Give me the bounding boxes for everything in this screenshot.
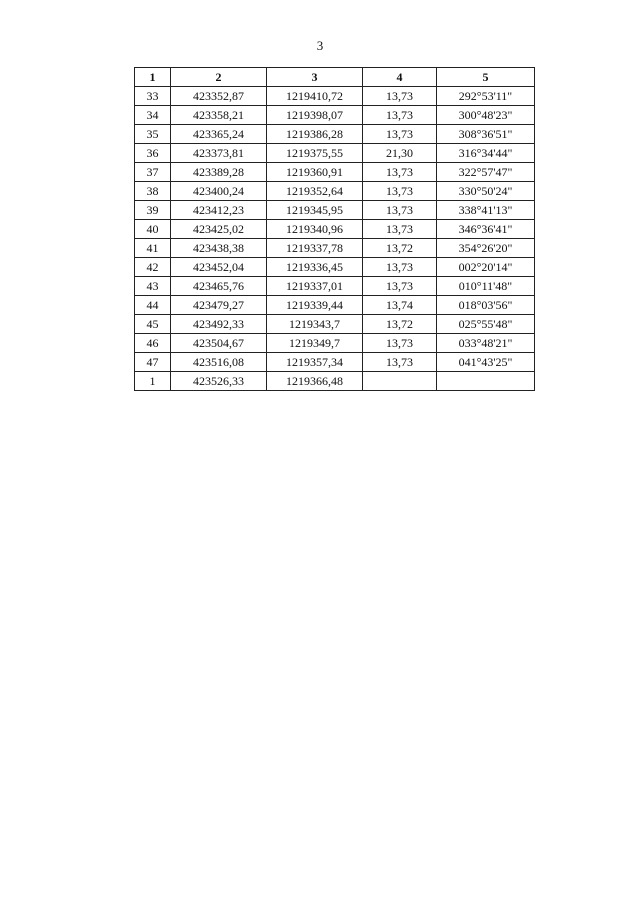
table-cell-col-1: 1 — [135, 372, 171, 391]
table-cell-col-3: 1219352,64 — [267, 182, 363, 201]
table-cell-col-2: 423365,24 — [171, 125, 267, 144]
table-cell-col-4: 13,74 — [363, 296, 437, 315]
table-row — [135, 201, 535, 220]
table-cell-col-5: 292°53'11" — [437, 87, 535, 106]
table-cell-col-2: 423452,04 — [171, 258, 267, 277]
table-cell-col-5: 338°41'13" — [437, 201, 535, 220]
table-cell-col-2: 423438,38 — [171, 239, 267, 258]
table-cell-col-5: 025°55'48" — [437, 315, 535, 334]
table-cell-col-4: 21,30 — [363, 144, 437, 163]
table-cell-col-2: 423465,76 — [171, 277, 267, 296]
table-cell-col-2: 423492,33 — [171, 315, 267, 334]
table-cell-col-4: 13,73 — [363, 182, 437, 201]
table-cell-col-2: 423373,81 — [171, 144, 267, 163]
table-cell-col-5: 354°26'20" — [437, 239, 535, 258]
table-cell-col-1: 43 — [135, 277, 171, 296]
table-cell-col-5: 018°03'56" — [437, 296, 535, 315]
table-cell-col-3: 1219366,48 — [267, 372, 363, 391]
table-cell-col-3: 1219398,07 — [267, 106, 363, 125]
coordinates-table — [134, 67, 535, 391]
table-cell-col-3: 1219337,01 — [267, 277, 363, 296]
table-row — [135, 372, 535, 391]
table-cell-col-1: 38 — [135, 182, 171, 201]
table-cell-col-4: 13,73 — [363, 125, 437, 144]
table-cell-col-3: 1219360,91 — [267, 163, 363, 182]
table-cell-col-3: 1219349,7 — [267, 334, 363, 353]
table-cell-col-5: 041°43'25" — [437, 353, 535, 372]
table-row — [135, 182, 535, 201]
table-cell-col-5: 308°36'51" — [437, 125, 535, 144]
table-cell-col-1: 47 — [135, 353, 171, 372]
table-cell-col-1: 44 — [135, 296, 171, 315]
column-header-1: 1 — [135, 68, 171, 87]
table-cell-col-1: 45 — [135, 315, 171, 334]
table-cell-col-1: 33 — [135, 87, 171, 106]
table-cell-col-4: 13,72 — [363, 239, 437, 258]
table-cell-col-2: 423479,27 — [171, 296, 267, 315]
column-header-2: 2 — [171, 68, 267, 87]
table-cell-col-2: 423425,02 — [171, 220, 267, 239]
table-cell-col-2: 423412,23 — [171, 201, 267, 220]
table-cell-col-2: 423352,87 — [171, 87, 267, 106]
table-cell-col-4: 13,73 — [363, 258, 437, 277]
table-cell-col-5: 010°11'48" — [437, 277, 535, 296]
table-cell-col-3: 1219345,95 — [267, 201, 363, 220]
table-cell-col-5 — [437, 372, 535, 391]
table-cell-col-1: 41 — [135, 239, 171, 258]
table-cell-col-1: 36 — [135, 144, 171, 163]
table-row — [135, 106, 535, 125]
table-cell-col-4: 13,73 — [363, 106, 437, 125]
table-cell-col-3: 1219410,72 — [267, 87, 363, 106]
table-cell-col-4: 13,73 — [363, 87, 437, 106]
table-cell-col-4: 13,72 — [363, 315, 437, 334]
table-cell-col-5: 322°57'47" — [437, 163, 535, 182]
table-cell-col-4: 13,73 — [363, 220, 437, 239]
table-row — [135, 87, 535, 106]
table-cell-col-3: 1219386,28 — [267, 125, 363, 144]
table-cell-col-5: 002°20'14" — [437, 258, 535, 277]
table-cell-col-5: 346°36'41" — [437, 220, 535, 239]
table-cell-col-5: 033°48'21" — [437, 334, 535, 353]
table-row — [135, 144, 535, 163]
table-cell-col-3: 1219357,34 — [267, 353, 363, 372]
table-cell-col-3: 1219375,55 — [267, 144, 363, 163]
table-cell-col-1: 39 — [135, 201, 171, 220]
table-cell-col-4: 13,73 — [363, 277, 437, 296]
table-row — [135, 353, 535, 372]
table-cell-col-2: 423400,24 — [171, 182, 267, 201]
table-cell-col-3: 1219343,7 — [267, 315, 363, 334]
table-row — [135, 277, 535, 296]
table-cell-col-2: 423516,08 — [171, 353, 267, 372]
table-row — [135, 220, 535, 239]
table-cell-col-1: 42 — [135, 258, 171, 277]
table-cell-col-2: 423504,67 — [171, 334, 267, 353]
table-body — [135, 87, 535, 391]
column-header-5: 5 — [437, 68, 535, 87]
table-row — [135, 258, 535, 277]
table-cell-col-4: 13,73 — [363, 353, 437, 372]
table-row — [135, 296, 535, 315]
column-header-3: 3 — [267, 68, 363, 87]
table-row — [135, 163, 535, 182]
table-cell-col-3: 1219340,96 — [267, 220, 363, 239]
table-cell-col-1: 37 — [135, 163, 171, 182]
table-cell-col-4: 13,73 — [363, 334, 437, 353]
table-cell-col-1: 34 — [135, 106, 171, 125]
table-cell-col-1: 46 — [135, 334, 171, 353]
table-header-row — [135, 68, 535, 87]
table-cell-col-1: 40 — [135, 220, 171, 239]
page-number: 3 — [316, 38, 324, 53]
table-cell-col-4: 13,73 — [363, 201, 437, 220]
table-cell-col-2: 423389,28 — [171, 163, 267, 182]
table-cell-col-1: 35 — [135, 125, 171, 144]
table-row — [135, 334, 535, 353]
column-header-4: 4 — [363, 68, 437, 87]
table-cell-col-3: 1219337,78 — [267, 239, 363, 258]
table-row — [135, 125, 535, 144]
table-cell-col-5: 316°34'44" — [437, 144, 535, 163]
table-cell-col-4 — [363, 372, 437, 391]
table-cell-col-4: 13,73 — [363, 163, 437, 182]
table-cell-col-3: 1219339,44 — [267, 296, 363, 315]
table-cell-col-5: 330°50'24" — [437, 182, 535, 201]
table-cell-col-5: 300°48'23" — [437, 106, 535, 125]
table-cell-col-2: 423358,21 — [171, 106, 267, 125]
table-cell-col-3: 1219336,45 — [267, 258, 363, 277]
table-cell-col-2: 423526,33 — [171, 372, 267, 391]
table-row — [135, 315, 535, 334]
table-row — [135, 239, 535, 258]
